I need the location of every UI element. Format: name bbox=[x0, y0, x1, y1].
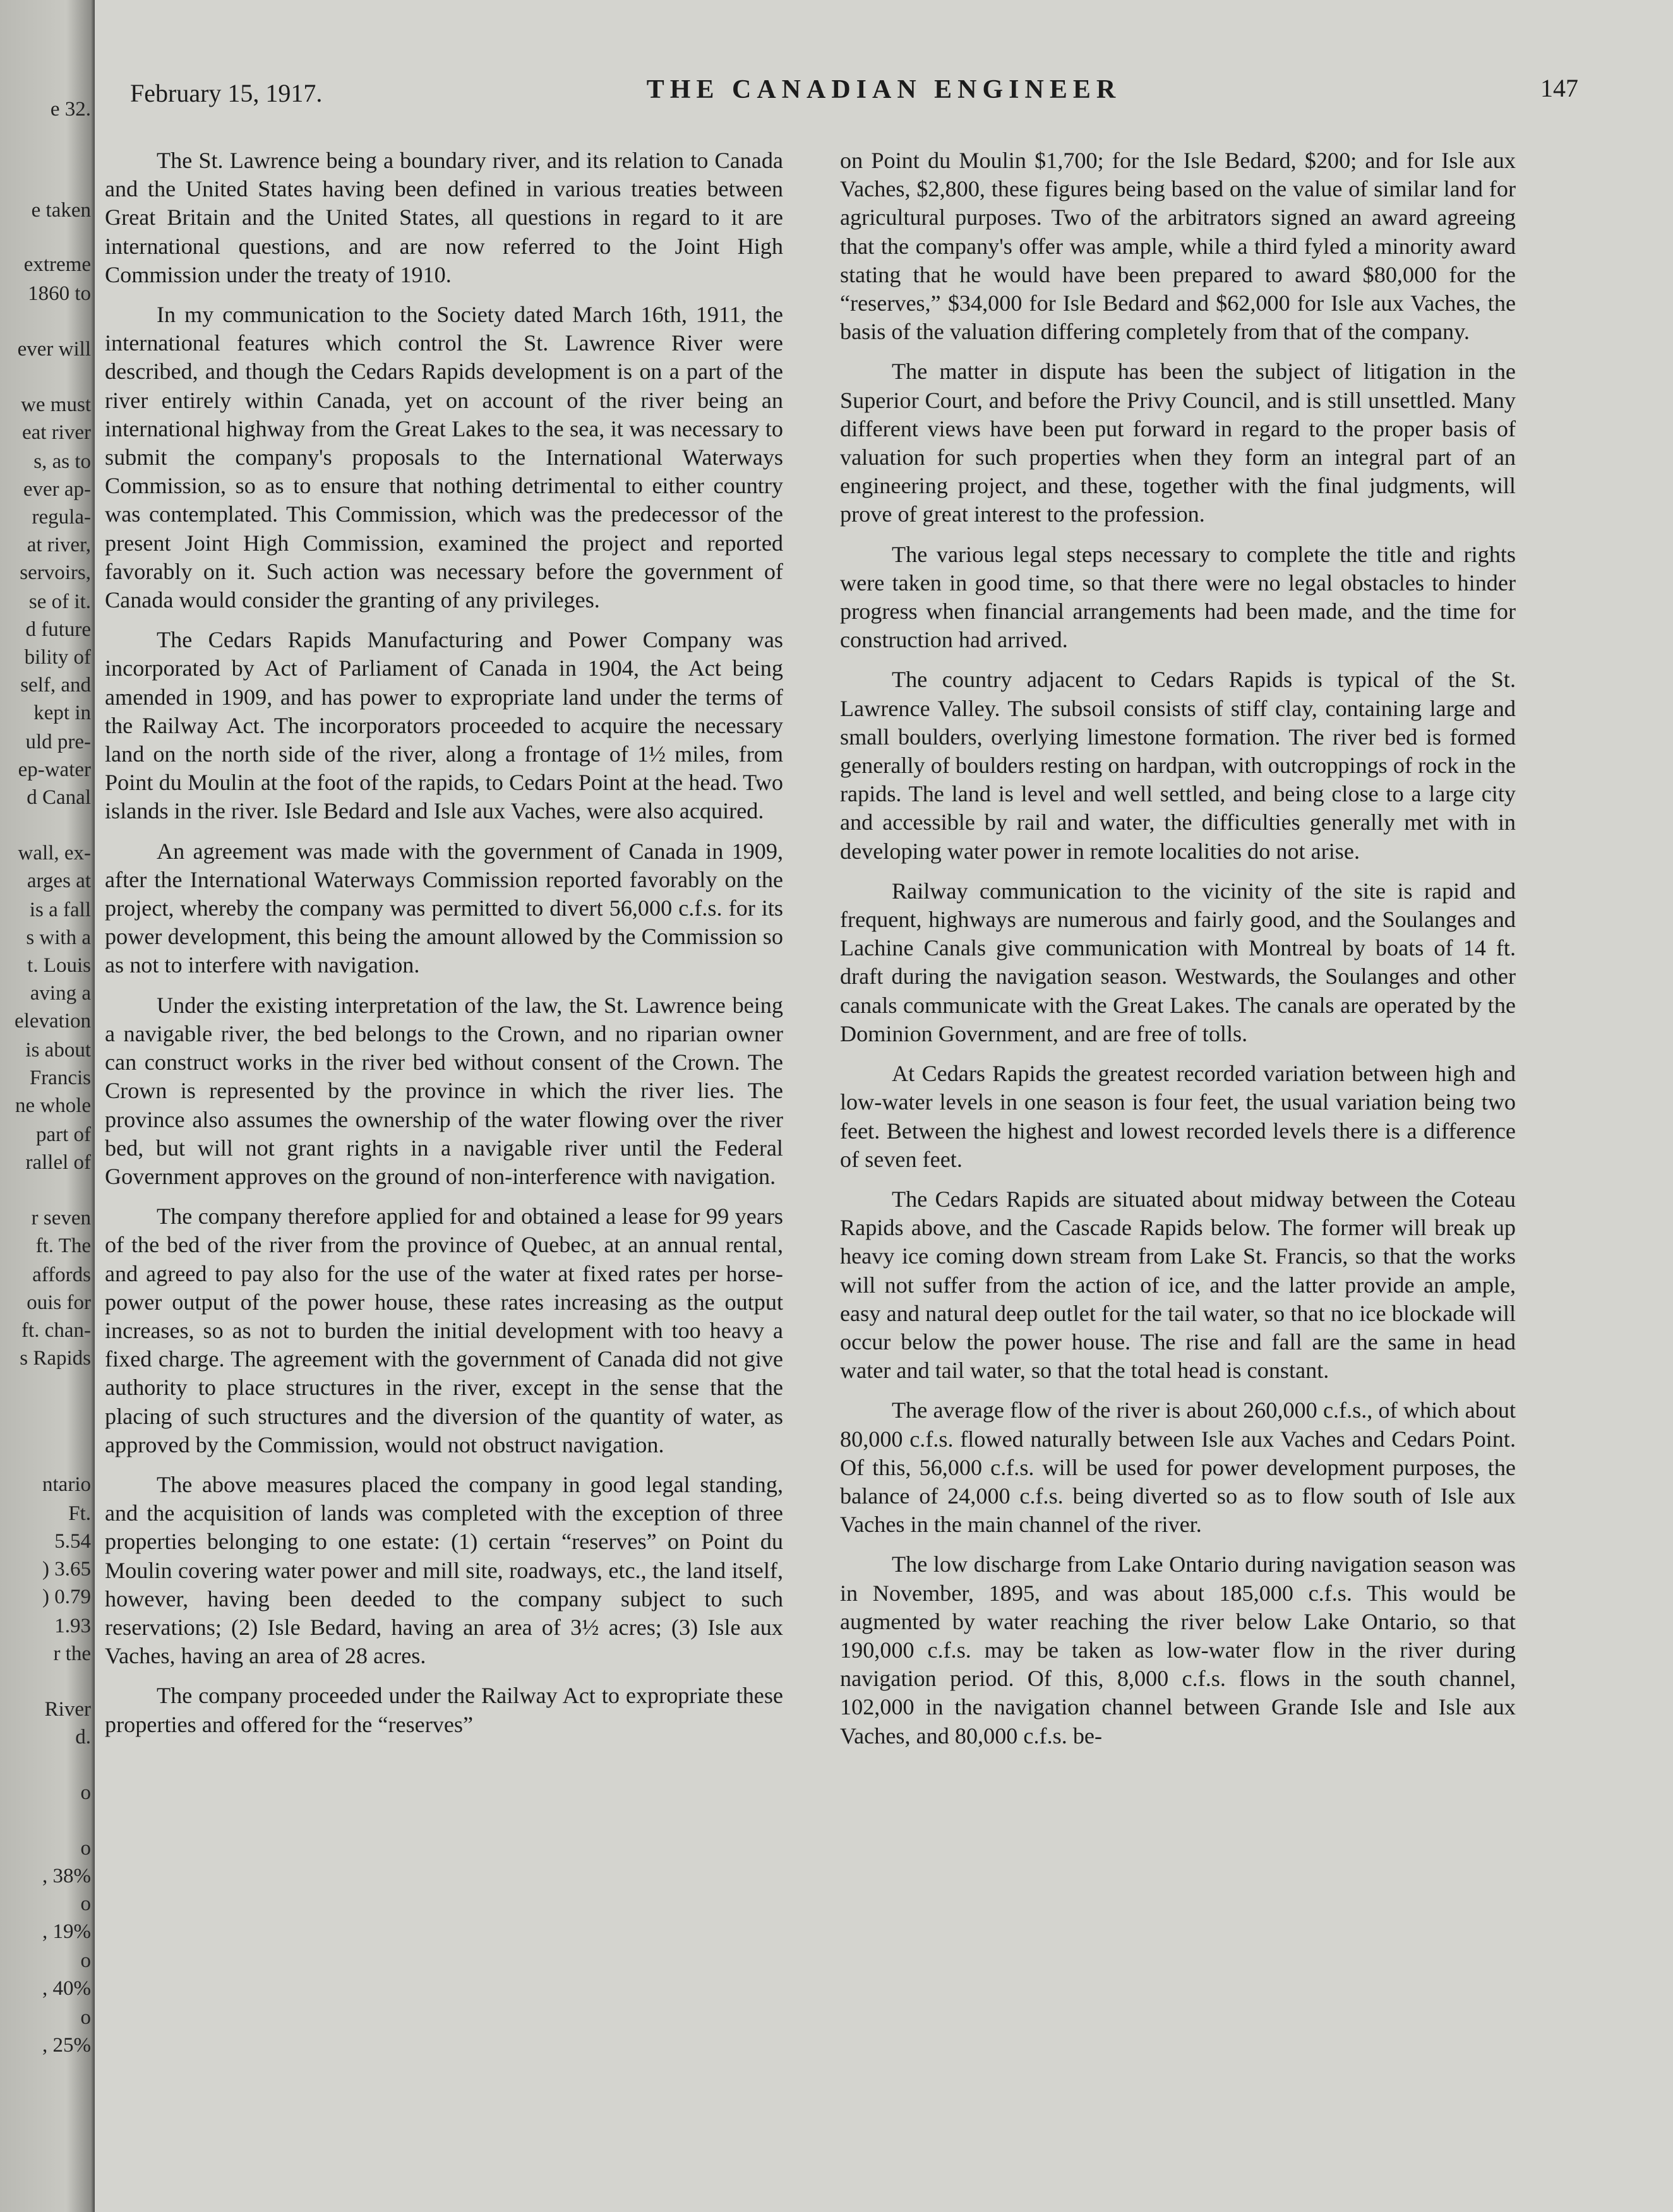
gutter-text-fragment: se of it. bbox=[28, 590, 91, 613]
gutter-text-fragment: ep-water bbox=[18, 758, 91, 781]
gutter-text-fragment: d Canal bbox=[27, 786, 91, 809]
paragraph: In my communication to the Society dated March 16th, 1911, the international features which control the St. Lawrence River were described, and though the Cedars Rapids development is on a part of the river entirely within Canada, yet on account of the river being an international highway from the Great Lakes to the sea, it was necessary to submit the company's proposals to the International Waterways Commission, so as to ensure that nothing detrimental to either country was contemplated. This Commission, which was the predecessor of the present Joint High Commission, examined the project and reported favorably on it. Such action was necessary before the government of Canada would consider the granting of any privileges. bbox=[105, 302, 783, 613]
right-column bbox=[840, 146, 1516, 1762]
gutter-text-fragment: aving a bbox=[30, 982, 91, 1005]
page-number: 147 bbox=[1540, 74, 1578, 102]
gutter-text-fragment: o bbox=[80, 1949, 91, 1972]
gutter-text-fragment: t. Louis bbox=[27, 954, 91, 977]
paragraph: The country adjacent to Cedars Rapids is typical of the St. Lawrence Valley. The subsoil consists of stiff clay, containing large and small boulders, overlying limestone formation. The river bed is formed generally of boulders resting on hardpan, with outcroppings of rock in the rapids. The land is level and well settled, and being close to a large city and accessible by rail and water, the difficulties generally met with in developing water power in remote localities do not arise. bbox=[840, 667, 1516, 864]
gutter-text-fragment: is about bbox=[25, 1039, 91, 1061]
paragraph: The various legal steps necessary to complete the title and rights were taken in good time, so that there were no legal obstacles to hinder progress when financial arrangements had been made, and the time for construction had arrived. bbox=[840, 541, 1516, 653]
gutter-text-fragment: o bbox=[80, 1781, 91, 1804]
paragraph: The Cedars Rapids are situated about midway between the Coteau Rapids above, and the Cascade Rapids below. The former will break up heavy ice coming down stream from Lake St. Francis, so that the works will not suffer from the action of ice, and the latter provide an ample, easy and natural deep outlet for the tail water, so that no ice blockade will occur below the power house. The rise and fall are the same in head water and tail water, so that the total head is constant. bbox=[840, 1186, 1516, 1384]
gutter-text-fragment: , 40% bbox=[42, 1977, 91, 2000]
gutter-text-fragment: self, and bbox=[20, 674, 91, 696]
paragraph-continuation: on Point du Moulin $1,700; for the Isle Bedard, $200; and for Isle aux Vaches, $2,800, these figures being based on the value of similar land for agricultural purposes. Two of the arbitrators signed an award agreeing that the company's offer was ample, while a third fyled a minority award stating that he would have been prepared to award $80,000 for the “reserves,” $34,000 for Isle Bedard and $62,000 for Isle aux Vaches, the basis of the valuation differing completely from that of the company. bbox=[840, 148, 1516, 345]
gutter-text-fragment: s Rapids bbox=[20, 1347, 91, 1370]
gutter-text-fragment: ft. chan- bbox=[21, 1319, 91, 1342]
gutter-text-fragment: , 25% bbox=[42, 2034, 91, 2057]
gutter-text-fragment: part of bbox=[35, 1123, 91, 1146]
gutter-text-fragment: ever will bbox=[17, 338, 91, 361]
gutter-text-fragment: o bbox=[80, 2006, 91, 2029]
gutter-text-fragment: arges at bbox=[27, 870, 91, 892]
gutter-text-fragment: wall, ex- bbox=[18, 842, 91, 864]
gutter-text-fragment: o bbox=[80, 1892, 91, 1915]
gutter-text-fragment: River bbox=[44, 1698, 91, 1721]
gutter-text-fragment: ne whole bbox=[15, 1094, 91, 1117]
gutter-text-fragment: rallel of bbox=[25, 1151, 91, 1174]
paragraph: The company therefore applied for and obtained a lease for 99 years of the bed of the river from the province of Quebec, at an annual rental, and agreed to pay also for the use of the water at fixed rates per horse-power output of the power house, these rates increasing as the output increases, so as not to burden the initial development with too heavy a fixed charge. The agreement with the government of Canada did not give authority to place structures in the river, except in the sense that the placing of such structures and the diversion of the quantity of water, as approved by the Commission, would not obstruct navigation. bbox=[105, 1204, 783, 1457]
paragraph: The company proceeded under the Railway Act to expropriate these properties and offered for the “reserves” bbox=[105, 1683, 783, 1737]
gutter-text-fragment: ) 0.79 bbox=[42, 1586, 91, 1608]
gutter-text-fragment: , 19% bbox=[42, 1920, 91, 1943]
gutter-text-fragment: elevation bbox=[15, 1010, 91, 1032]
gutter-text-fragment: at river, bbox=[27, 534, 91, 556]
gutter-text-fragment: d. bbox=[75, 1726, 91, 1749]
paragraph: The matter in dispute has been the subject of litigation in the Superior Court, and before the Privy Council, and is still unsettled. Many different views have been put forward in regard to the proper basis of valuation for such properties when they form an integral part of an engineering project, and these, together with the final judgments, will prove of great interest to the profession. bbox=[840, 359, 1516, 527]
paragraph: An agreement was made with the government of Canada in 1909, after the International Waterways Commission reported favorably on the project, whereby the company was permitted to divert 56,000 c.f.s. for its power development, this being the amount allowed by the Commission so as not to interfere with navigation. bbox=[105, 838, 783, 978]
gutter-text-fragment: d future bbox=[25, 618, 91, 641]
gutter-text-fragment: ) 3.65 bbox=[42, 1558, 91, 1581]
gutter-text-fragment: uld pre- bbox=[25, 731, 91, 753]
gutter-text-fragment: affords bbox=[32, 1264, 91, 1286]
paragraph: The above measures placed the company in good legal standing, and the acquisition of lands was completed with the exception of three properties belonging to one estate: (1) certain “reserves” on Point du Moulin covering water power and mill site, roadways, etc., the land itself, however, having been deeded to the company subject to such reservations; (2) Isle Bedard, having an area of 3½ acres; (3) Isle aux Vaches, having an area of 28 acres. bbox=[105, 1471, 783, 1669]
running-header bbox=[95, 68, 1673, 106]
gutter-text-fragment: r the bbox=[53, 1642, 91, 1665]
header-date: February 15, 1917. bbox=[130, 79, 323, 107]
paragraph: The St. Lawrence being a boundary river, and its relation to Canada and the United States having been defined in various treaties between Great Britain and the United States, all questions in regard to it are international questions, and are now referred to the Joint High Commission under the treaty of 1910. bbox=[105, 148, 783, 287]
previous-page-gutter bbox=[0, 0, 95, 2212]
gutter-text-fragment: regula- bbox=[32, 506, 91, 529]
gutter-text-fragment: kept in bbox=[33, 702, 91, 724]
gutter-text-fragment: bility of bbox=[24, 646, 91, 669]
gutter-text-fragment: servoirs, bbox=[20, 561, 91, 584]
gutter-text-fragment: o bbox=[80, 1837, 91, 1860]
paragraph: The average flow of the river is about 260,000 c.f.s., of which about 80,000 c.f.s. flowed naturally between Isle aux Vaches and Cedars Point. Of this, 56,000 c.f.s. will be used for power development purposes, the balance of 24,000 c.f.s. being diverted so as to flow south of Isle aux Vaches in the main channel of the river. bbox=[840, 1397, 1516, 1538]
gutter-text-fragment: ntario bbox=[42, 1473, 91, 1496]
gutter-text-fragment: e taken bbox=[31, 199, 91, 222]
gutter-text-fragment: r seven bbox=[31, 1207, 91, 1229]
gutter-text-fragment: we must bbox=[21, 393, 91, 416]
gutter-text-fragment: 1.93 bbox=[54, 1615, 91, 1637]
gutter-text-fragment: Francis bbox=[29, 1067, 91, 1089]
gutter-text-fragment: ever ap- bbox=[23, 478, 91, 501]
page bbox=[95, 0, 1673, 2212]
gutter-text-fragment: extreme bbox=[23, 253, 91, 276]
gutter-text-fragment: is a fall bbox=[29, 899, 91, 921]
gutter-text-fragment: s with a bbox=[26, 926, 91, 949]
gutter-text-fragment: ft. The bbox=[35, 1235, 91, 1257]
gutter-text-fragment: 5.54 bbox=[54, 1530, 91, 1553]
gutter-text-fragment: s, as to bbox=[33, 450, 91, 473]
gutter-text-fragment: ouis for bbox=[27, 1291, 91, 1314]
paragraph: Railway communication to the vicinity of the site is rapid and frequent, highways are numerous and fairly good, and the Soulanges and Lachine Canals give communication with Montreal by boats of 14 ft. draft during the navigation season. Westwards, the Soulanges and other canals communicate with the Great Lakes. The canals are operated by the Dominion Government, and are free of tolls. bbox=[840, 878, 1516, 1046]
paragraph: Under the existing interpretation of the law, the St. Lawrence being a navigable river, the bed belongs to the Crown, and no riparian owner can construct works in the river bed without consent of the Crown. The Crown is represented by the province in which the river lies. The province also assumes the ownership of the water flowing over the river bed, but will not grant rights in a navigable river until the Federal Government approves on the ground of non-interference with navigation. bbox=[105, 992, 783, 1189]
paragraph: The Cedars Rapids Manufacturing and Power Company was incorporated by Act of Parliament of Canada in 1904, the Act being amended in 1909, and has power to expropriate land under the terms of the Railway Act. The incorporators proceeded to acquire the necessary land on the north side of the river, along a frontage of 1½ miles, from Point du Moulin at the foot of the rapids, to Cedars Point at the head. Two islands in the river. Isle Bedard and Isle aux Vaches, were also acquired. bbox=[105, 627, 783, 824]
left-column bbox=[105, 146, 783, 1750]
gutter-text-fragment: , 38% bbox=[42, 1865, 91, 1887]
gutter-text-fragment: 1860 to bbox=[28, 282, 91, 305]
paragraph: The low discharge from Lake Ontario during navigation season was in November, 1895, and was about 185,000 c.f.s. This would be augmented by water reaching the river below Lake Ontario, so that 190,000 c.f.s. may be taken as low-water flow in the river during navigation period. Of this, 8,000 c.f.s. flows in the south channel, 102,000 in the navigation channel between Grande Isle and Isle aux Vaches, and 80,000 c.f.s. be- bbox=[840, 1551, 1516, 1749]
gutter-text-fragment: eat river bbox=[21, 421, 91, 444]
journal-title: THE CANADIAN ENGINEER bbox=[646, 75, 1122, 104]
gutter-text-fragment: Ft. bbox=[68, 1502, 91, 1525]
gutter-text-fragment: e 32. bbox=[50, 98, 91, 121]
paragraph: At Cedars Rapids the greatest recorded variation between high and low-water levels in one season is four feet, the usual variation being two feet. Between the highest and lowest recorded levels there is a difference of seven feet. bbox=[840, 1061, 1516, 1172]
